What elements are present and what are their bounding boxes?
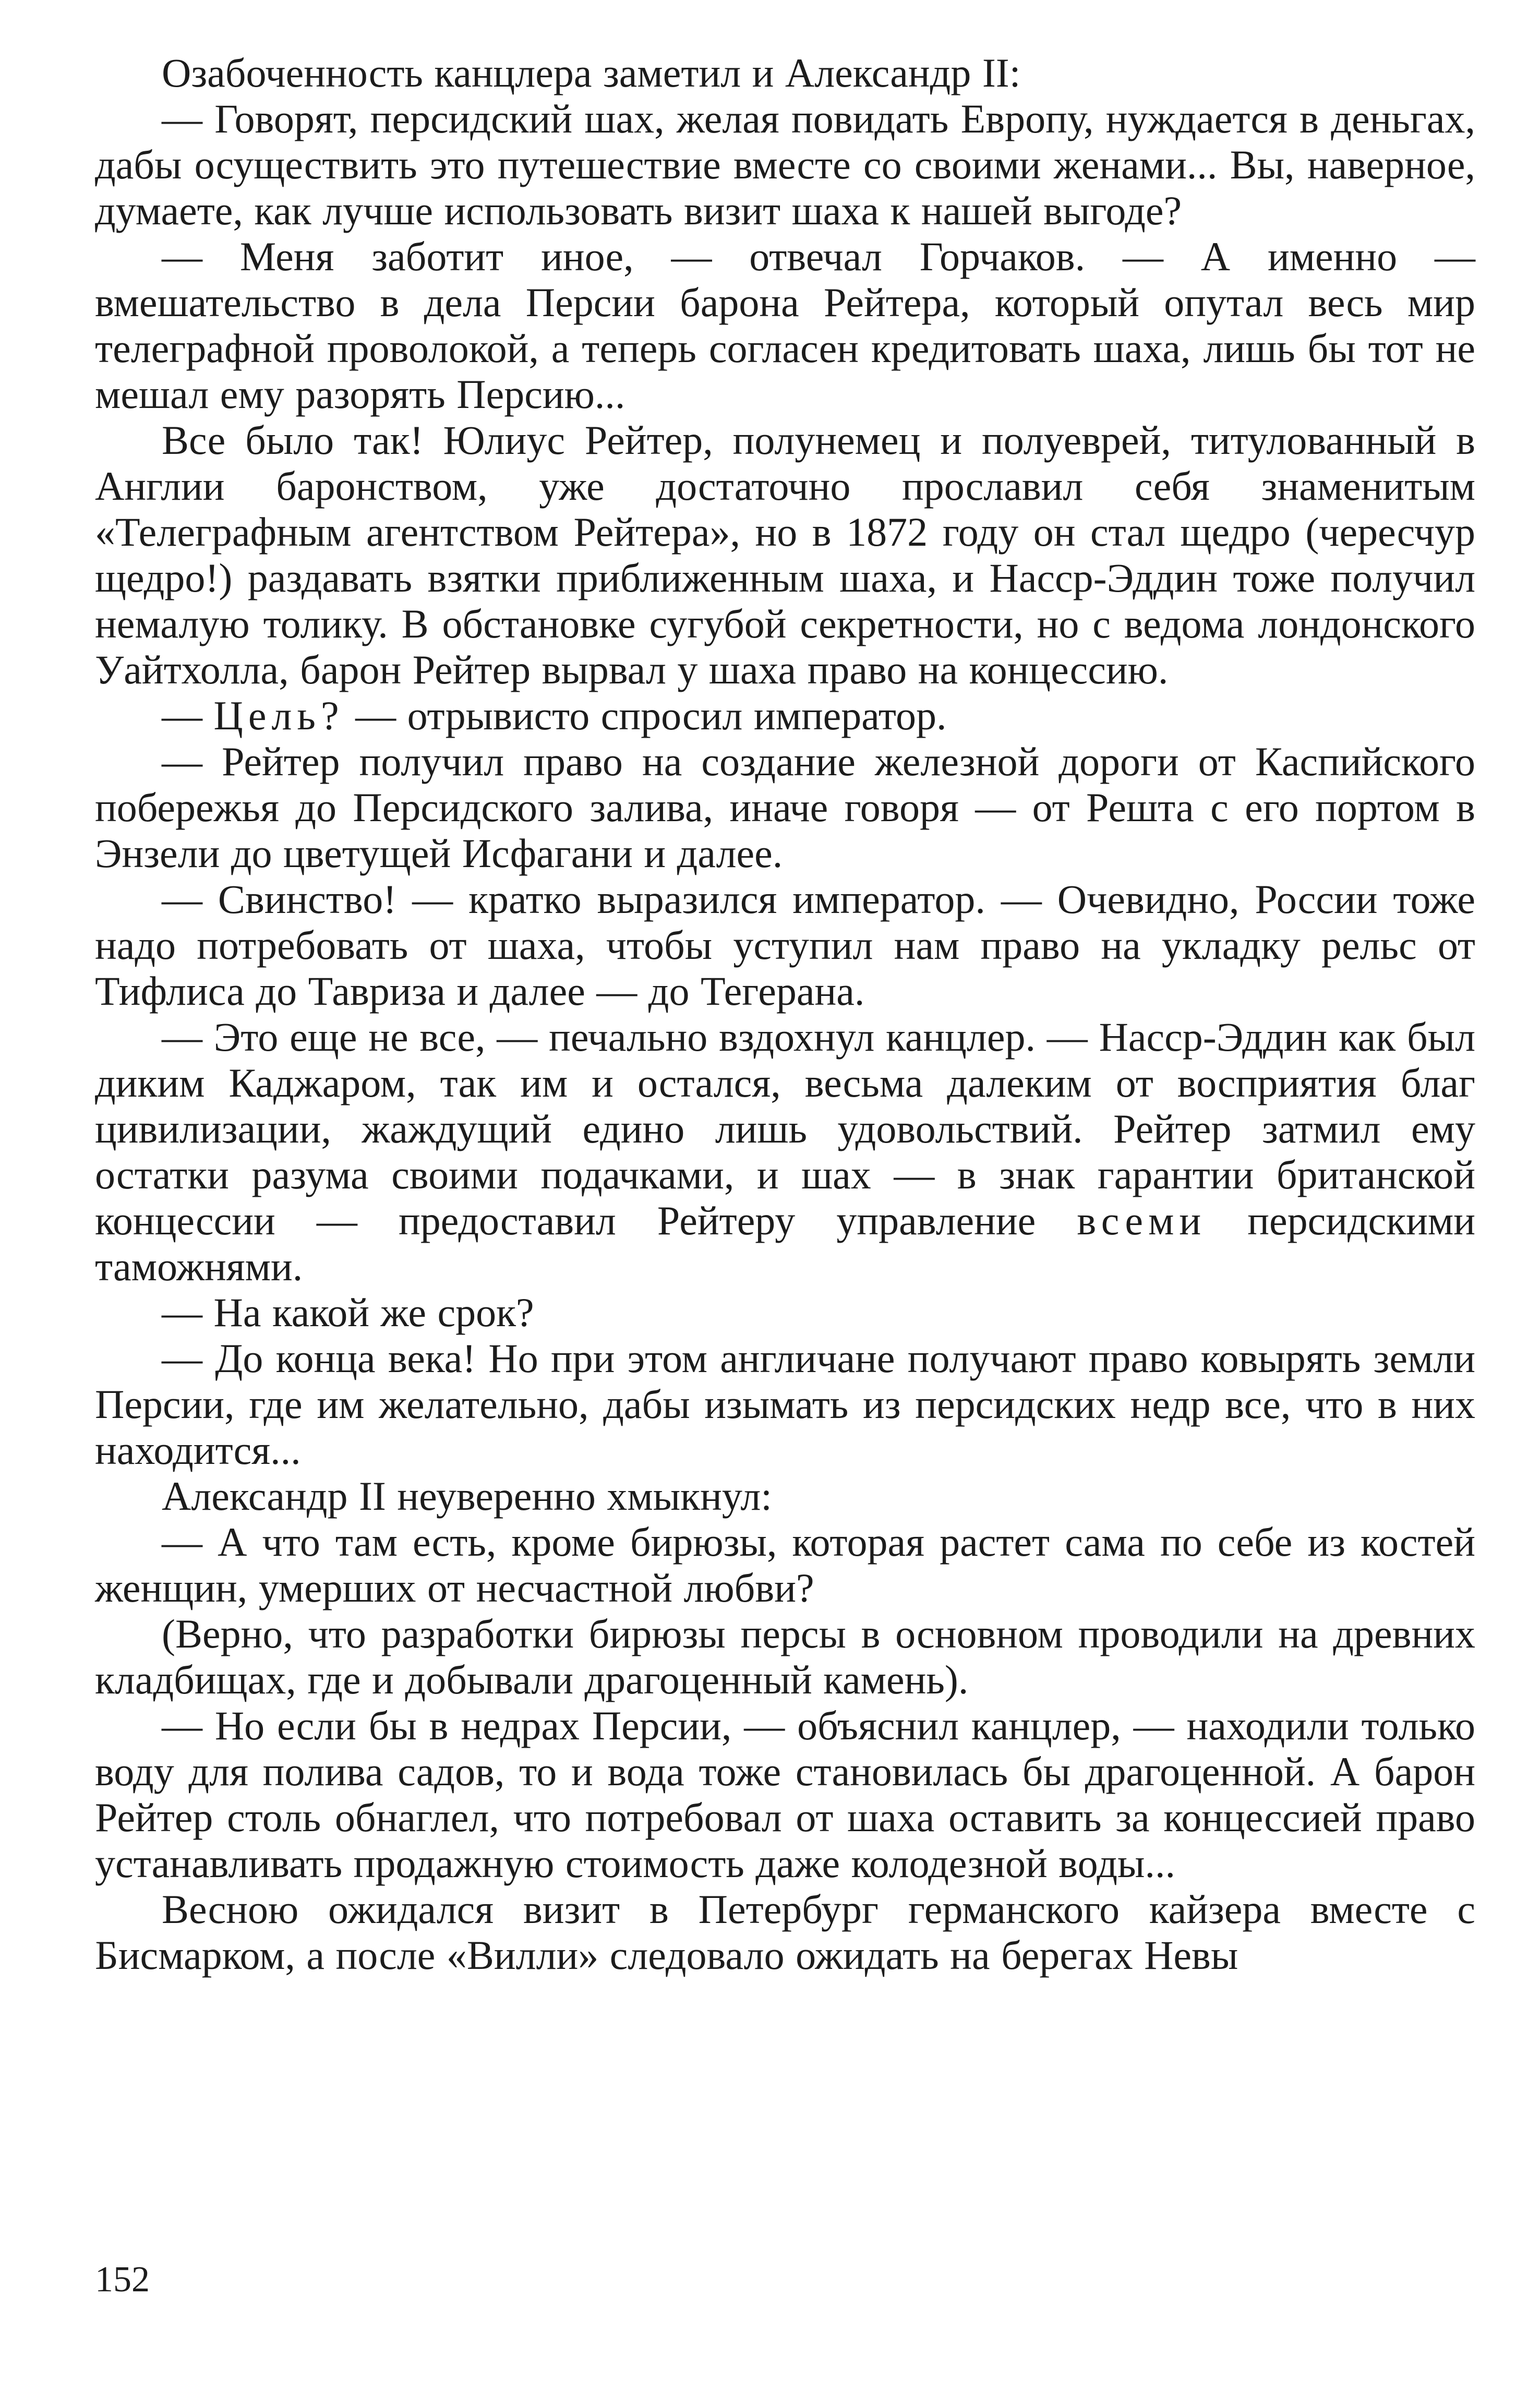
paragraph: Все было так! Юлиус Рейтер, полунемец и полуеврей, титулованный в Англии баронством, уже достаточно прославил себя знаменитым «Телеграфным агентством Рейтера», но в 1872 году он стал щедро (чересчур щедро!) раздавать взятки приближенным шаха, и Насср-Эддин тоже получил немалую толику. В обстановке сугубой секретности, но с ведома лондонского Уайтхолла, барон Рейтер вырвал у шаха право на концессию. xyxy=(95,417,1475,692)
paragraph: (Верно, что разработки бирюзы персы в основном проводили на древних кладбищах, где и добывали драгоценный камень). xyxy=(95,1611,1475,1702)
paragraph: — До конца века! Но при этом англичане получают право ковырять земли Персии, где им желательно, дабы изымать из персидских недр все, что в них находится... xyxy=(95,1336,1475,1473)
paragraph: — Меня заботит иное, — отвечал Горчаков. — А именно — вмешательство в дела Персии барона Рейтера, который опутал весь мир телеграфной проволокой, а теперь согласен кредитовать шаха, лишь бы тот не мешал ему разорять Персию... xyxy=(95,234,1475,417)
paragraph: — На какой же срок? xyxy=(162,1290,534,1335)
paragraph-text: — отрывисто спросил император. xyxy=(344,693,947,738)
paragraph: — Но если бы в недрах Персии, — объяснил канцлер, — находили только воду для полива садов, то и вода тоже становилась бы драгоценной. А барон Рейтер столь обнаглел, что потребовал от шаха оставить за концессией право устанавливать продажную стоимость даже колодезной воды... xyxy=(95,1703,1475,1886)
book-page xyxy=(95,50,1475,2356)
paragraph: Александр II неуверенно хмыкнул: xyxy=(162,1473,772,1519)
paragraph: Озабоченность канцлера заметил и Александр II: xyxy=(162,50,1021,95)
page-number: 152 xyxy=(95,2259,150,2300)
paragraph-text: — xyxy=(162,693,214,738)
paragraph: — Свинство! — кратко выразился император. — Очевидно, России тоже надо потребовать от шаха, чтобы уступил нам право на укладку рельс от Тифлиса до Тавриза и далее — до Тегерана. xyxy=(95,876,1475,1014)
paragraph: — А что там есть, кроме бирюзы, которая растет сама по себе из костей женщин, умерших от несчастной любви? xyxy=(95,1519,1475,1610)
paragraph-text: персидскими таможнями. xyxy=(95,1198,1475,1289)
paragraph: Весною ожидался визит в Петербург германского кайзера вместе с Бисмарком, а после «Вилли» следовало ожидать на берегах Невы xyxy=(95,1886,1475,1978)
spaced-emphasis-text: всеми xyxy=(1077,1198,1207,1243)
paragraph xyxy=(95,1014,1475,1290)
paragraph: — Говорят, персидский шах, желая повидать Европу, нуждается в деньгах, дабы осуществить это путешествие вместе со своими женами... Вы, наверное, думаете, как лучше использовать визит шаха к нашей выгоде? xyxy=(95,96,1475,233)
paragraph xyxy=(95,693,1475,739)
page-body-text xyxy=(95,50,1475,1978)
spaced-emphasis-text: Цель? xyxy=(213,693,344,738)
paragraph-text: — Это еще не все, — печально вздохнул канцлер. — Насср-Эддин как был диким Каджаром, так им и остался, весьма далеким от восприятия благ цивилизации, жаждущий едино лишь удовольствий. Рейтер затмил ему остатки разума своими подачками, и шах — в знак гарантии британской концессии — предоставил Рейтеру управление xyxy=(95,1014,1475,1243)
paragraph: — Рейтер получил право на создание железной дороги от Каспийского побережья до Персидского залива, иначе говоря — от Решта с его портом в Энзели до цветущей Исфагани и далее. xyxy=(95,739,1475,876)
